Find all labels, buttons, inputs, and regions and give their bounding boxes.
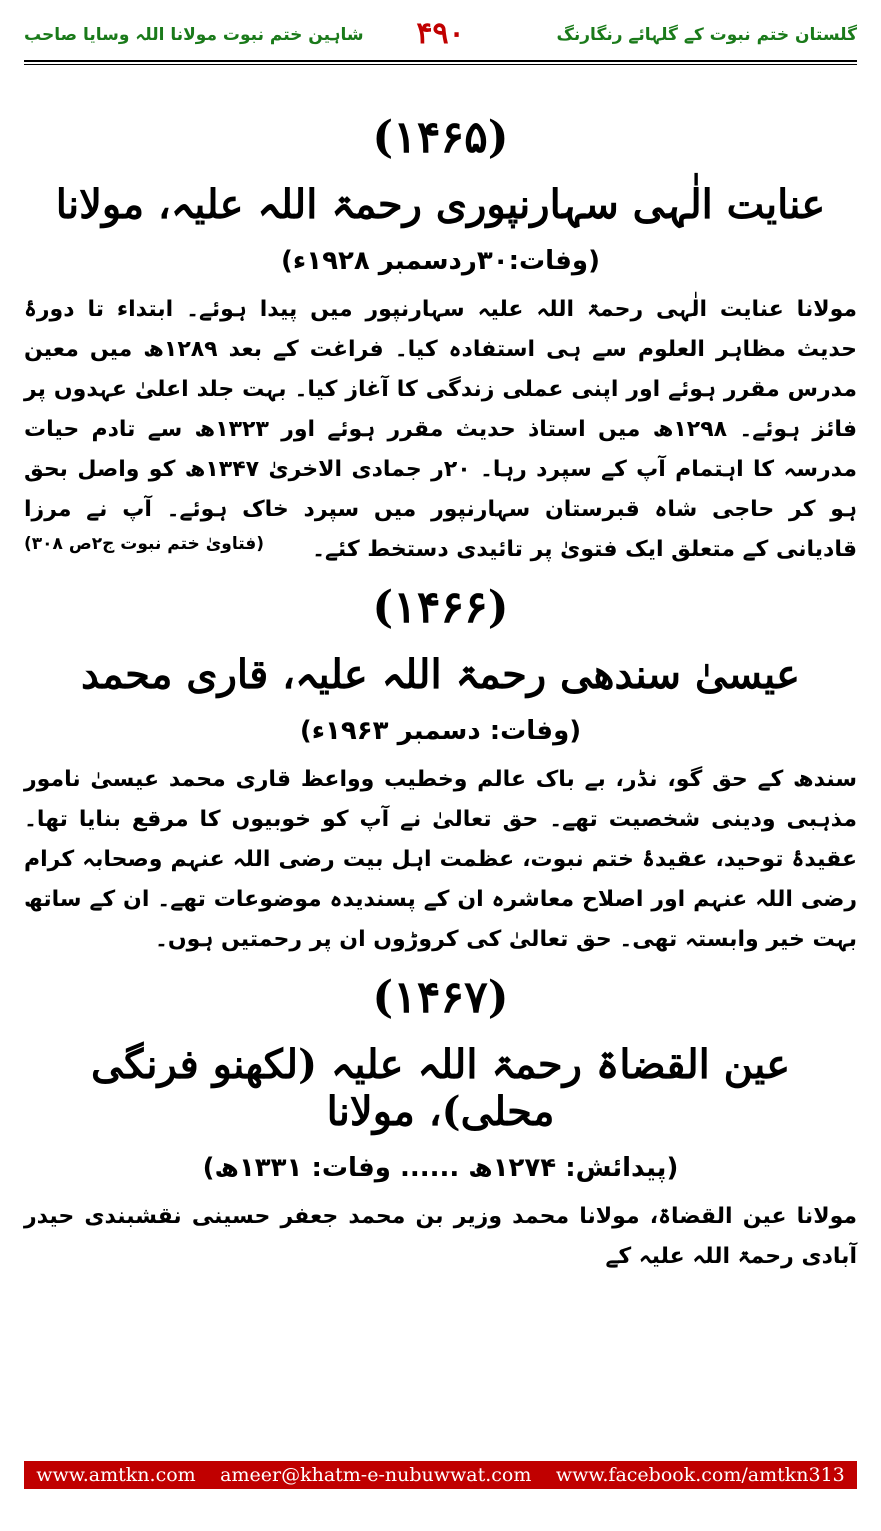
entry-1466: [24, 582, 857, 960]
footer-website-link[interactable]: www.amtkn.com: [36, 1464, 196, 1486]
page-number: ۴۹۰: [416, 16, 465, 51]
entry-body: مولانا عین القضاۃ، مولانا محمد وزیر بن محمد جعفر حسینی نقشبندی حیدر آبادی رحمۃ اللہ علیہ کے: [24, 1204, 857, 1269]
entry-dates: (وفات:۳۰ردسمبر ۱۹۲۸ء): [281, 246, 600, 276]
entry-reference: (فتاویٰ ختم نبوت ج۲ص ۳۰۸): [24, 534, 265, 554]
entry-number: (۱۴۶۵): [372, 112, 509, 163]
entry-number: (۱۴۶۶): [372, 582, 509, 633]
entry-title: عنایت الٰہی سہارنپوری رحمۃ اللہ علیہ، مولانا: [55, 181, 826, 228]
page-header: [24, 16, 857, 66]
footer-facebook-link[interactable]: www.facebook.com/amtkn313: [555, 1464, 845, 1486]
entry-body: مولانا عنایت الٰہی رحمۃ اللہ علیہ سہارنپور میں پیدا ہوئے۔ ابتداء تا دورۂ حدیث مظاہر العلوم سے ہی استفادہ کیا۔ فراغت کے بعد ۱۲۸۹ھ میں معین مدرس مقرر ہوئے اور اپنی عملی زندگی کا آغاز کیا۔ بہت جلد اعلیٰ عہدوں پر فائز ہوئے۔ ۱۲۹۸ھ میں استاذ حدیث مقرر ہوئے اور ۱۳۲۳ھ سے تادم حیات مدرسہ کا اہتمام آپ کے سپرد رہا۔ ۲۰ر جمادی الاخریٰ ۱۳۴۷ھ کو واصل بحق ہو کر حاجی شاہ قبرستان سہارنپور میں سپرد خاک ہوئے۔ آپ نے مرزا قادیانی کے متعلق ایک فتویٰ پر تائیدی دستخط کئے۔: [24, 297, 857, 562]
header-author: شاہین ختم نبوت مولانا اللہ وسایا صاحب: [24, 25, 364, 45]
entry-title: عیسیٰ سندھی رحمۃ اللہ علیہ، قاری محمد: [81, 651, 800, 698]
header-rule-thin: [24, 64, 857, 65]
entry-body: سندھ کے حق گو، نڈر، بے باک عالم وخطیب وواعظ قاری محمد عیسیٰ نامور مذہبی ودینی شخصیت تھے۔ حق تعالیٰ نے آپ کو خوبیوں کا مرقع بنایا تھا۔ عقیدۂ توحید، عقیدۂ ختم نبوت، عظمت اہل بیت رضی اللہ عنہم وصحابہ کرام رضی اللہ عنہم اور اصلاح معاشرہ ان کے پسندیدہ موضوعات تھے۔ ان کے ساتھ بہت خیر وابستہ تھی۔ حق تعالیٰ کی کروڑوں ان پر رحمتیں ہوں۔: [24, 767, 857, 952]
entry-number: (۱۴۶۷): [372, 972, 509, 1023]
page-content: [24, 100, 857, 1277]
entry-1465: [24, 112, 857, 570]
entry-title: عین القضاۃ رحمۃ اللہ علیہ (لکھنو فرنگی محلی)، مولانا: [90, 1041, 791, 1135]
entry-dates: (وفات: دسمبر ۱۹۶۳ء): [299, 716, 582, 746]
page-footer: [24, 1461, 857, 1489]
header-book-title: گلستان ختم نبوت کے گلہائے رنگارنگ: [556, 25, 857, 45]
entry-1467: [24, 972, 857, 1277]
entry-dates: (پیدائش: ۱۲۷۴ھ ...... وفات: ۱۳۳۱ھ): [202, 1153, 679, 1183]
footer-email-link[interactable]: ameer@khatm-e-nubuwwat.com: [220, 1464, 532, 1486]
header-rule: [24, 60, 857, 62]
